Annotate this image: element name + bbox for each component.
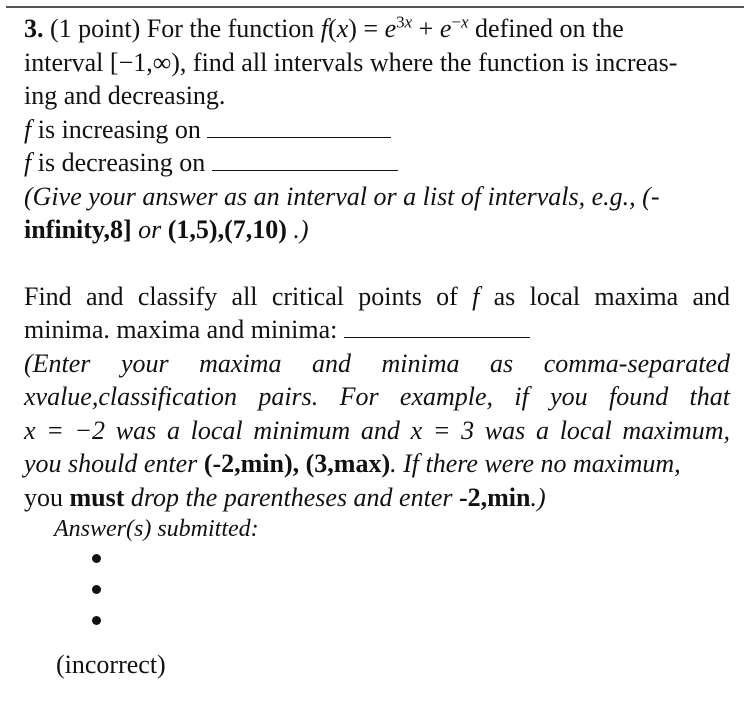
hint-2-line-1: (Enter your maxima and minima as comma-separated	[24, 348, 730, 378]
problem-number: 3.	[24, 14, 44, 43]
hint-2-example-2: -2,min	[458, 482, 531, 512]
hint-2-line-5	[24, 481, 730, 515]
hint-1-or: or	[138, 215, 162, 244]
hint-2-line-4	[24, 447, 730, 481]
hint-2-mid: drop the parentheses and enter	[130, 482, 453, 512]
increasing-row	[24, 113, 730, 147]
hint-1-line-1: (Give your answer as an interval or a list of intervals, e.g., (-	[24, 181, 660, 211]
critical-line-1: Find and classify all critical points of f as local maxima and	[24, 281, 731, 311]
answers-submitted-label: Answer(s) submitted:	[54, 516, 259, 542]
hint-2-line-4-pre: you should enter	[24, 449, 198, 478]
submitted-answer-item	[24, 544, 730, 575]
decreasing-answer-field[interactable]	[212, 148, 398, 171]
bullet-icon	[92, 616, 101, 625]
hint-2-must: must	[69, 482, 125, 512]
bullet-icon	[92, 585, 101, 594]
decreasing-row	[24, 146, 730, 180]
increasing-answer-field[interactable]	[207, 115, 391, 138]
decreasing-label: f is decreasing on	[24, 148, 206, 177]
critical-line-2	[24, 313, 730, 347]
submitted-answer-item	[24, 606, 730, 637]
critical-answer-field[interactable]	[344, 315, 530, 338]
hint-2-line-2: xvalue,classification pairs. For example, if you found that	[24, 382, 730, 411]
problem-container	[24, 12, 730, 637]
problem-statement-line-1	[24, 12, 730, 46]
hint-1-example-2: (1,5),(7,10)	[167, 215, 287, 244]
submitted-answers-list	[24, 544, 730, 637]
critical-label: minima. maxima and minima:	[24, 315, 338, 344]
hint-1-line-2	[24, 213, 730, 247]
problem-statement-line-2: interval [−1,∞), find all intervals where the function is increas-	[24, 47, 678, 77]
submitted-answer-item	[24, 575, 730, 606]
problem-intro-after: defined on the	[475, 14, 624, 43]
hint-2-close: .)	[530, 482, 546, 512]
problem-statement-line-3: ing and decreasing.	[24, 81, 226, 110]
problem-intro: For the function	[146, 14, 315, 43]
top-rule	[6, 6, 744, 8]
answer-status: (incorrect)	[56, 650, 166, 679]
hint-2-you: you	[24, 482, 63, 512]
bullet-icon	[92, 554, 101, 563]
hint-1-close: .)	[293, 215, 309, 244]
spacer	[24, 247, 730, 280]
hint-2-example: (-2,min), (3,max)	[203, 449, 391, 478]
hint-1-example-1: infinity,8]	[24, 215, 132, 244]
hint-2-line-3: x = −2 was a local minimum and x = 3 was a local maximum,	[24, 415, 730, 445]
hint-2-line-4-post: . If there were no maximum,	[390, 449, 681, 478]
increasing-label: f is increasing on	[24, 114, 201, 144]
function-expression-rest: $(x) = e^{3x} + e^{-x}$	[328, 12, 469, 43]
problem-points: (1 point)	[50, 14, 141, 43]
function-expression: f	[320, 14, 329, 43]
